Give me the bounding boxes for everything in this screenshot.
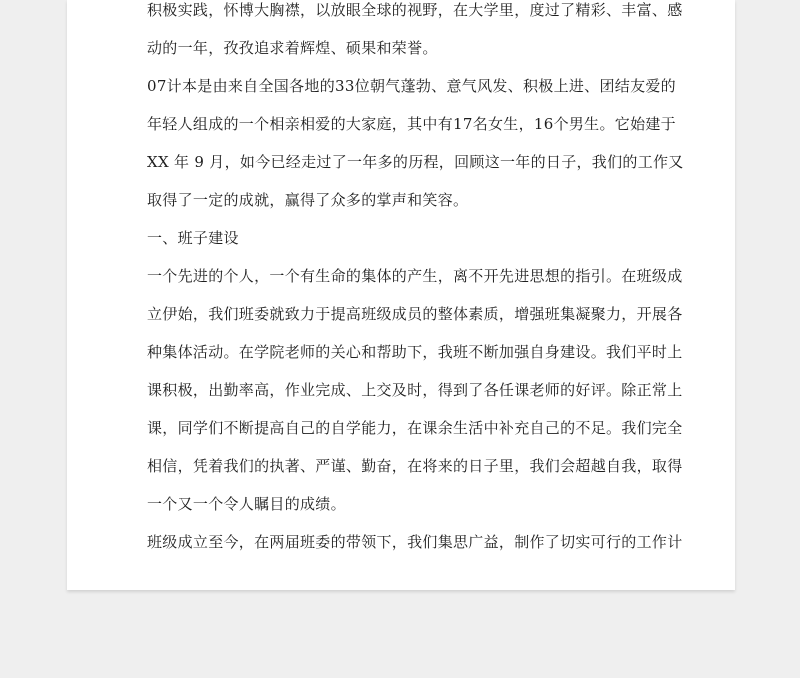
text-line: 一、班子建设 — [147, 229, 239, 247]
text-line: 种集体活动。在学院老师的关心和帮助下，我班不断加强自身建设。我们平时上 — [147, 343, 683, 361]
text-line: 年轻人组成的一个相亲相爱的大家庭，其中有17名女生，16个男生。它始建于 — [147, 115, 676, 133]
text-line: 一个先进的个人，一个有生命的集体的产生，离不开先进思想的指引。在班级成 — [147, 267, 683, 285]
text-line: 一个又一个令人瞩目的成绩。 — [147, 495, 346, 513]
document-page — [67, 0, 735, 590]
text-line: XX 年 9 月，如今已经走过了一年多的历程，回顾这一年的日子，我们的工作又 — [147, 153, 684, 171]
text-line: 相信，凭着我们的执著、严谨、勤奋，在将来的日子里，我们会超越自我，取得 — [147, 457, 683, 475]
text-line: 动的一年，孜孜追求着辉煌、硕果和荣誉。 — [147, 39, 438, 57]
text-line: 班级成立至今，在两届班委的带领下，我们集思广益，制作了切实可行的工作计 — [147, 533, 683, 551]
text-line: 立伊始，我们班委就致力于提高班级成员的整体素质，增强班集凝聚力，开展各 — [147, 305, 683, 323]
text-line: 课，同学们不断提高自己的自学能力，在课余生活中补充自己的不足。我们完全 — [147, 419, 683, 437]
text-line: 取得了一定的成就，赢得了众多的掌声和笑容。 — [147, 191, 469, 209]
document-body — [147, 0, 684, 561]
text-line: 课积极，出勤率高，作业完成、上交及时，得到了各任课老师的好评。除正常上 — [147, 381, 683, 399]
text-line: 积极实践，怀博大胸襟，以放眼全球的视野，在大学里，度过了精彩、丰富、感 — [147, 1, 683, 19]
text-line: 07计本是由来自全国各地的33位朝气蓬勃、意气风发、积极上进、团结友爱的 — [147, 77, 676, 95]
